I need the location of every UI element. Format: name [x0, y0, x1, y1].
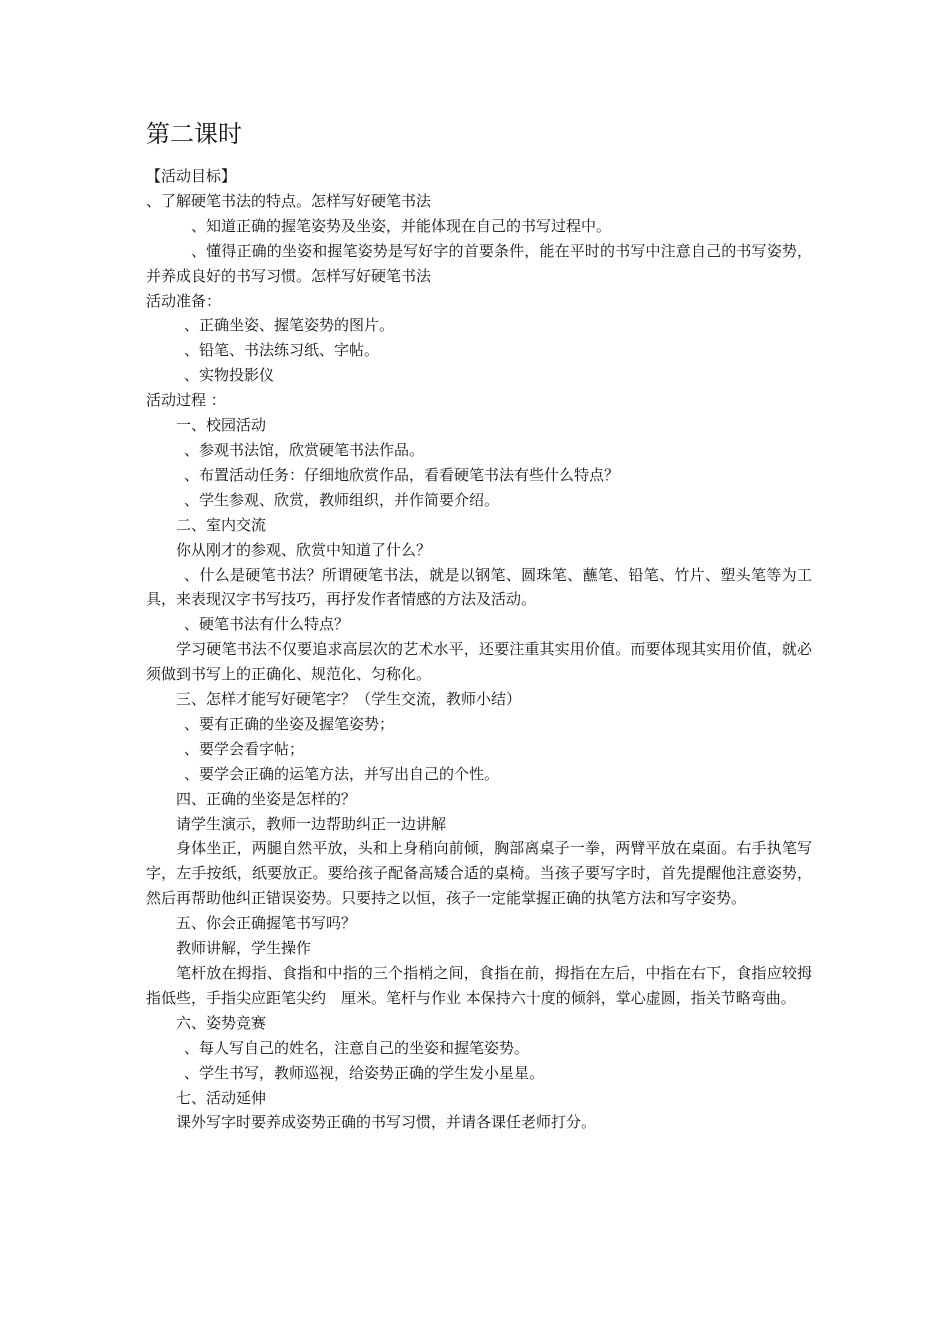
section-3-title: 三、怎样才能写好硬笔字？（学生交流，教师小结） — [176, 690, 522, 709]
process-header: 活动过程 ： — [146, 391, 226, 410]
section-5-title: 五、你会正确握笔书写吗？ — [176, 914, 357, 933]
prep-item-2: 、铅笔、书法练习纸、字帖。 — [184, 341, 380, 360]
goal-item-2: 、知道正确的握笔姿势及坐姿，并能体现在自己的书写过程中。 — [191, 216, 612, 235]
section-5-paragraph: 笔杆放在拇指、食指和中指的三个指梢之间，食指在前，拇指在左后，中指在右下，食指应较拇指低些，手指尖应距笔尖约 厘米。笔杆与作业 本保持六十度的倾斜，掌心虚圆，指关节略弯曲。 — [146, 964, 812, 1007]
section-7-title: 七、活动延伸 — [176, 1088, 267, 1107]
section-1-item-1: 、参观书法馆，欣赏硬笔书法作品。 — [184, 440, 425, 459]
goal-item-3: 、懂得正确的坐姿和握笔姿势是写好字的首要条件，能在平时的书写中注意自己的书写姿势，并养成良好的书写习惯。怎样写好硬笔书法 — [146, 241, 812, 285]
section-3-item-1: 、要有正确的坐姿及握笔姿势； — [184, 714, 395, 733]
section-2-item-1: 、什么是硬笔书法？所谓硬笔书法，就是以钢笔、圆珠笔、蘸笔、铅笔、竹片、塑头笔等为工具，来表现汉字书写技巧，再抒发作者情感的方法及活动。 — [146, 565, 812, 609]
section-6-item-2: 、学生书写，教师巡视，给姿势正确的学生发小星星。 — [184, 1063, 545, 1082]
section-4-item-1: 请学生演示，教师一边帮助纠正一边讲解 — [176, 814, 447, 833]
prep-header: 活动准备： — [146, 291, 222, 310]
section-3-item-2: 、要学会看字帖； — [184, 739, 305, 758]
section-2-paragraph: 学习硬笔书法不仅要追求高层次的艺术水平，还要注重其实用价值。而要体现其实用价值，就必须做到书写上的正确化、规范化、匀称化。 — [146, 640, 812, 684]
section-2-title: 二、室内交流 — [176, 515, 267, 534]
section-1-item-3: 、学生参观、欣赏，教师组织，并作简要介绍。 — [184, 490, 500, 509]
section-5-item-1: 教师讲解，学生操作 — [176, 939, 312, 958]
section-6-item-1: 、每人写自己的姓名，注意自己的坐姿和握笔姿势。 — [184, 1038, 530, 1057]
document-body — [146, 164, 812, 1135]
section-7-item-1: 课外写字时要养成姿势正确的书写习惯，并请各课任老师打分。 — [176, 1113, 597, 1132]
section-6-title: 六、姿势竞赛 — [176, 1013, 267, 1032]
section-4-title: 四、正确的坐姿是怎样的？ — [176, 789, 357, 808]
section-4-paragraph: 身体坐正，两腿自然平放，头和上身稍向前倾，胸部离桌子一拳，两臂平放在桌面。右手执笔写字，左手按纸，纸要放正。要给孩子配备高矮合适的桌椅。当孩子要写字时，首先提醒他注意姿势，然后再帮助他纠正错误姿势。只要持之以恒，孩子一定能掌握正确的执笔方法和写字姿势。 — [146, 839, 812, 908]
goal-item-1: 、了解硬笔书法的特点。怎样写好硬笔书法 — [146, 191, 432, 210]
section-2-question: 你从刚才的参观、欣赏中知道了什么？ — [176, 540, 432, 559]
section-3-item-3: 、要学会正确的运笔方法，并写出自己的个性。 — [184, 764, 500, 783]
section-1-item-2: 、布置活动任务：仔细地欣赏作品，看看硬笔书法有些什么特点？ — [184, 465, 620, 484]
prep-item-1: 、正确坐姿、握笔姿势的图片。 — [184, 316, 395, 335]
section-1-title: 一、校园活动 — [176, 416, 267, 435]
section-2-item-2: 、硬笔书法有什么特点？ — [184, 615, 350, 634]
prep-item-3: 、实物投影仪 — [184, 366, 275, 385]
page-title: 第二课时 — [146, 120, 242, 148]
goal-header: 【活动目标】 — [146, 167, 237, 185]
